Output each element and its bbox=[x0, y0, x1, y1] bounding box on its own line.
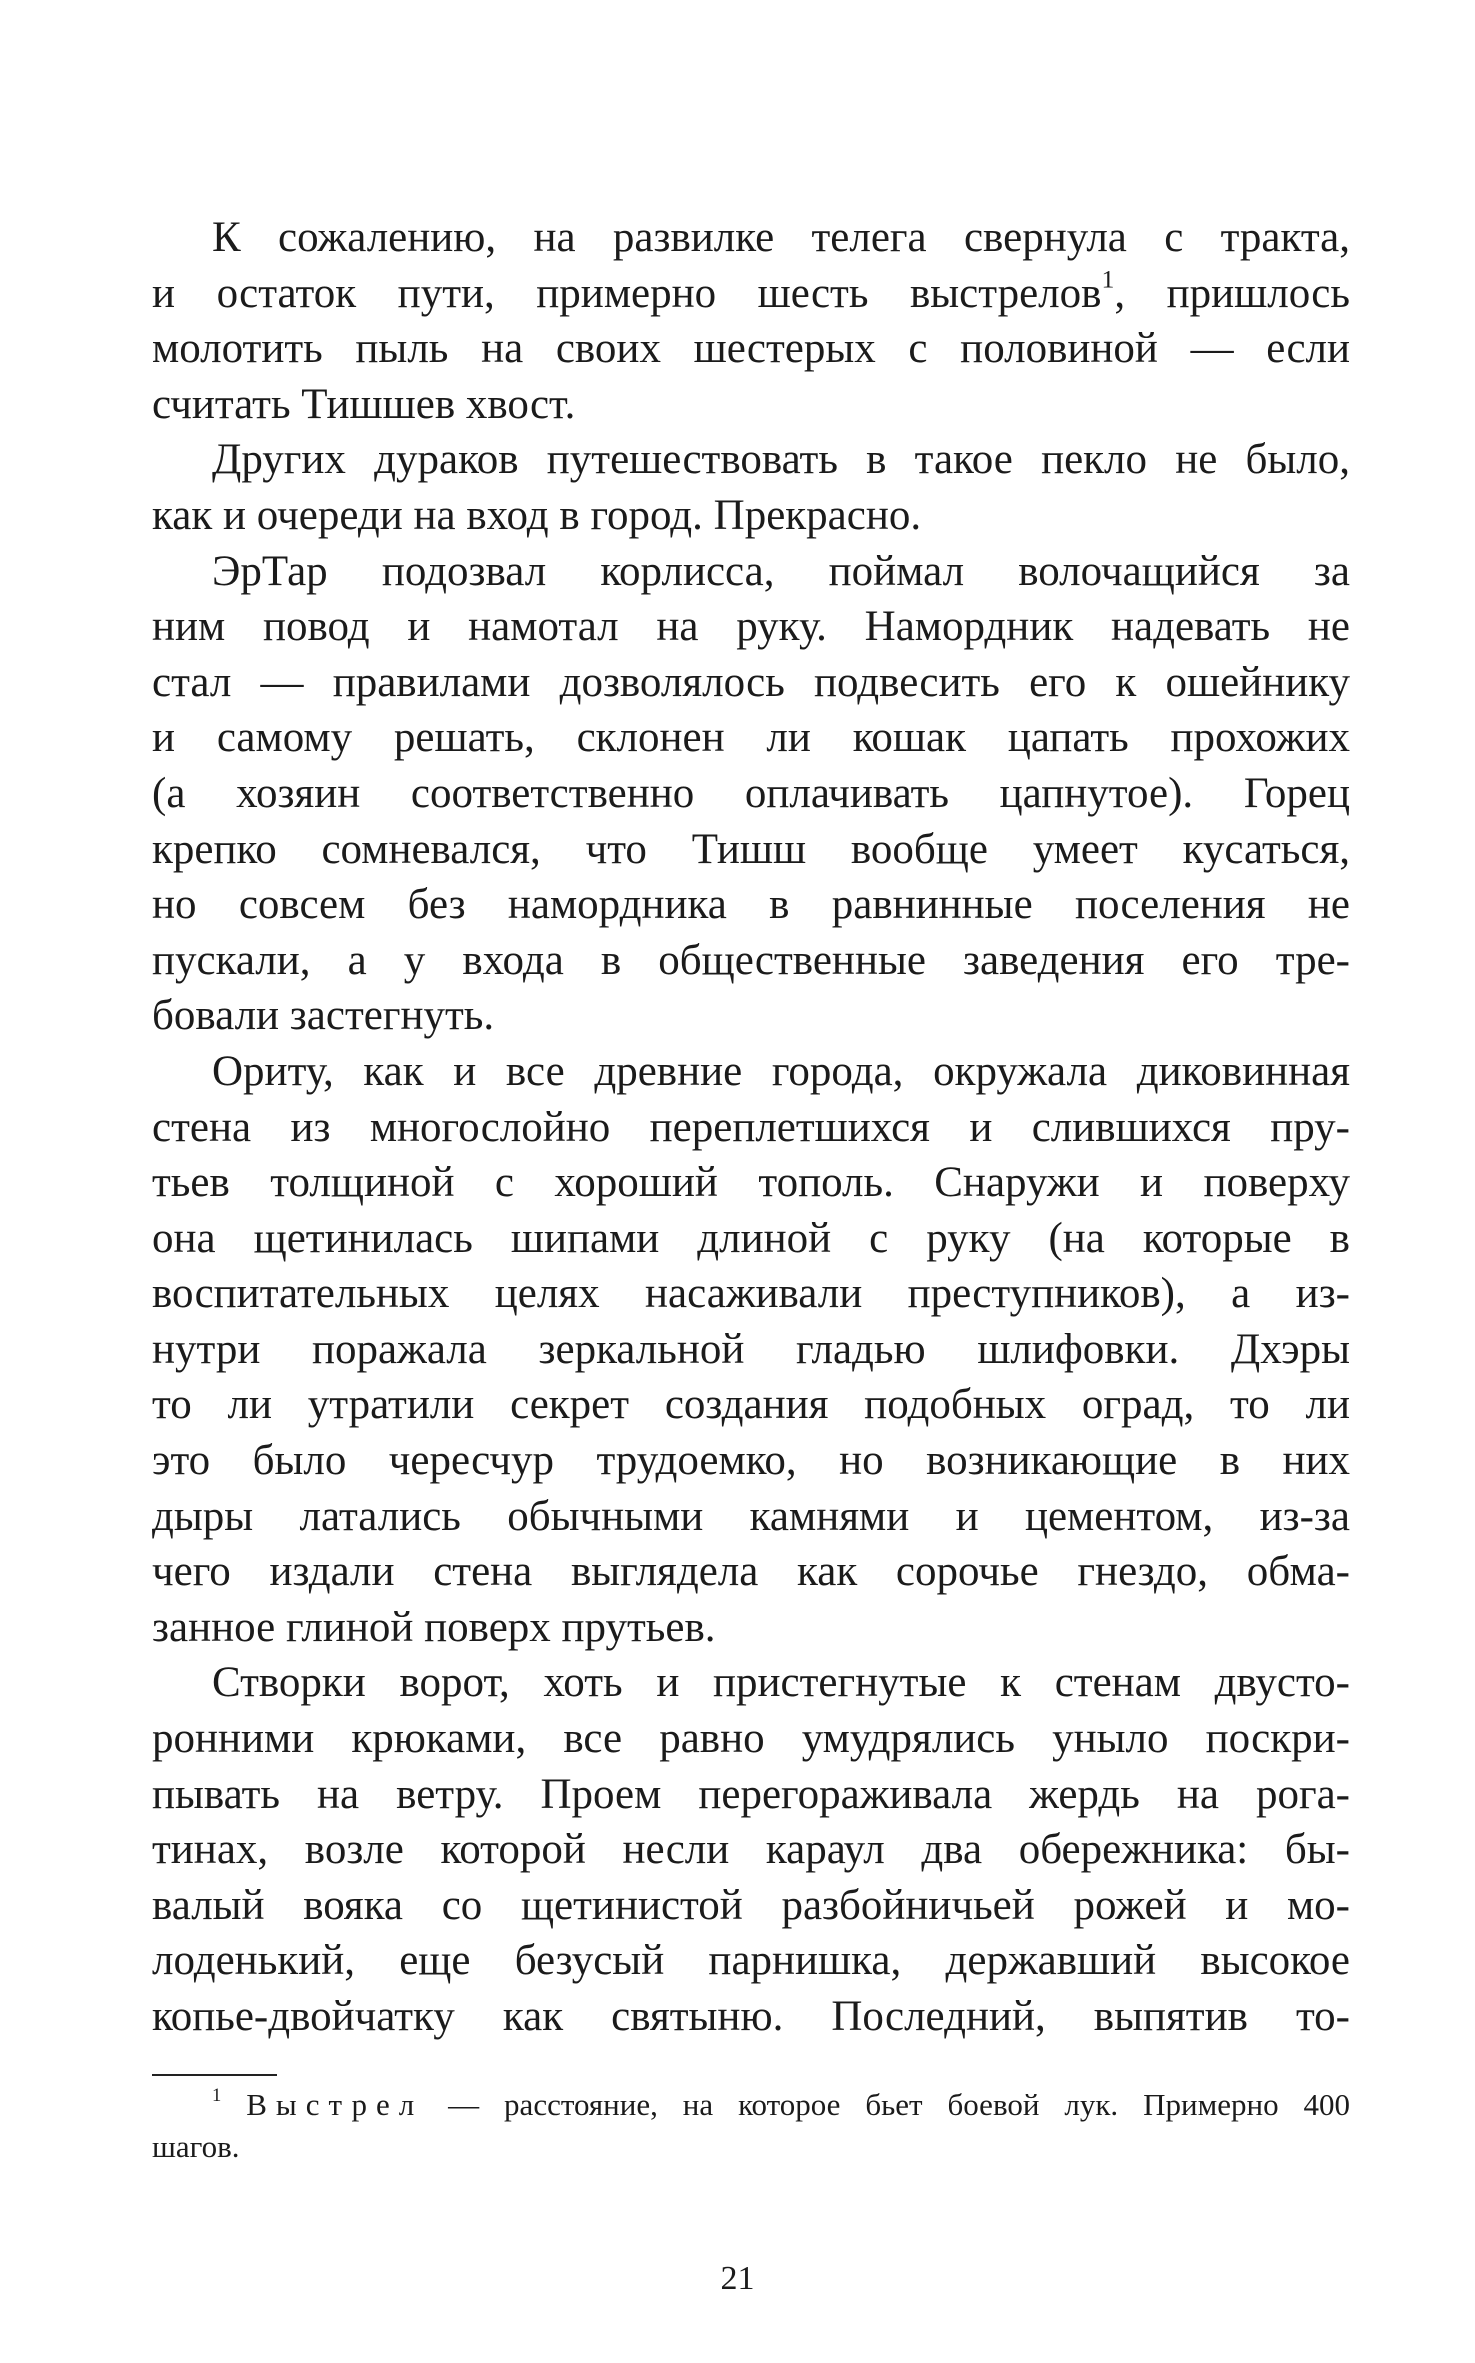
text-line: валый вояка со щетинистой разбойничьей рожей и мо- bbox=[152, 1881, 1350, 1929]
text-line: нутри поражала зеркальной гладью шлифовки. Дхэры bbox=[152, 1325, 1350, 1373]
text-line: пускали, а у входа в общественные заведения его тре- bbox=[152, 936, 1350, 984]
text-line: Створки ворот, хоть и пристегнутые к стенам двусто- bbox=[212, 1659, 1350, 1707]
text-line: (а хозяин соответственно оплачивать цапнутое). Горец bbox=[152, 769, 1350, 817]
text-line-part: и остаток пути, примерно шесть выстрелов bbox=[152, 269, 1102, 317]
text-line: она щетинилась шипами длиной с руку (на которые в bbox=[152, 1214, 1350, 1262]
footnote-marker: 1 bbox=[212, 2085, 222, 2107]
text-line: ронними крюками, все равно умудрялись уныло поскри- bbox=[152, 1715, 1350, 1763]
footnote-term: Выстрел bbox=[246, 2087, 424, 2122]
text-line: Других дураков путешествовать в такое пекло не было, bbox=[212, 436, 1350, 484]
text-line: К сожалению, на развилке телега свернула с тракта, bbox=[212, 214, 1350, 261]
text-line: Ориту, как и все древние города, окружала диковинная bbox=[212, 1047, 1350, 1095]
text-line: крепко сомневался, что Тишш вообще умеет кусаться, bbox=[152, 825, 1350, 873]
text-line: молотить пыль на своих шестерых с половиной — если bbox=[152, 325, 1350, 373]
text-line: тинах, возле которой несли караул два обережника: бы- bbox=[152, 1826, 1350, 1874]
text-line: дыры латались обычными камнями и цементом, из-за bbox=[152, 1492, 1350, 1540]
footnote-line: шагов. bbox=[152, 2129, 240, 2164]
text-line: воспитательных целях насаживали преступников), а из- bbox=[152, 1270, 1350, 1318]
text-line: и самому решать, склонен ли кошак цапать прохожих bbox=[152, 714, 1350, 762]
text-line: ним повод и намотал на руку. Намордник надевать не bbox=[152, 603, 1350, 651]
footnote-line bbox=[152, 2084, 1350, 2126]
footnote-reference: 1 bbox=[1101, 264, 1115, 294]
text-line: стена из многослойно переплетшихся и слившихся пру- bbox=[152, 1103, 1350, 1151]
footnote-definition: — расстояние, на которое бьет боевой лук. Примерно 400 bbox=[423, 2087, 1351, 2122]
body-text bbox=[152, 210, 1350, 2045]
text-line: это было чересчур трудоемко, но возникающие в них bbox=[152, 1437, 1350, 1485]
footnote-divider bbox=[152, 2074, 277, 2076]
text-line: пывать на ветру. Проем перегораживала жердь на рога- bbox=[152, 1770, 1350, 1818]
text-line: тьев толщиной с хороший тополь. Снаружи и поверху bbox=[152, 1159, 1350, 1207]
text-line bbox=[152, 266, 1350, 322]
footnote bbox=[152, 2084, 1350, 2168]
text-line: ЭрТар подозвал корлисса, поймал волочащийся за bbox=[212, 547, 1350, 595]
text-line: бовали застегнуть. bbox=[152, 992, 495, 1040]
text-line: занное глиной поверх прутьев. bbox=[152, 1603, 716, 1651]
text-line: чего издали стена выглядела как сорочье гнездо, обма- bbox=[152, 1548, 1350, 1596]
text-line-part: , пришлось bbox=[1114, 269, 1351, 317]
text-line: как и очереди на вход в город. Прекрасно. bbox=[152, 491, 922, 539]
text-line: но совсем без намордника в равнинные поселения не bbox=[152, 881, 1350, 929]
text-line: лоденький, еще безусый парнишка, державший высокое bbox=[152, 1937, 1350, 1985]
text-line: считать Тишшев хвост. bbox=[152, 380, 576, 428]
text-line: копье-двойчатку как святыню. Последний, выпятив то- bbox=[152, 1993, 1350, 2040]
text-line: стал — правилами дозволялось подвесить его к ошейнику bbox=[152, 658, 1350, 706]
page-number: 21 bbox=[720, 2260, 755, 2297]
text-line: то ли утратили секрет создания подобных оград, то ли bbox=[152, 1381, 1350, 1429]
